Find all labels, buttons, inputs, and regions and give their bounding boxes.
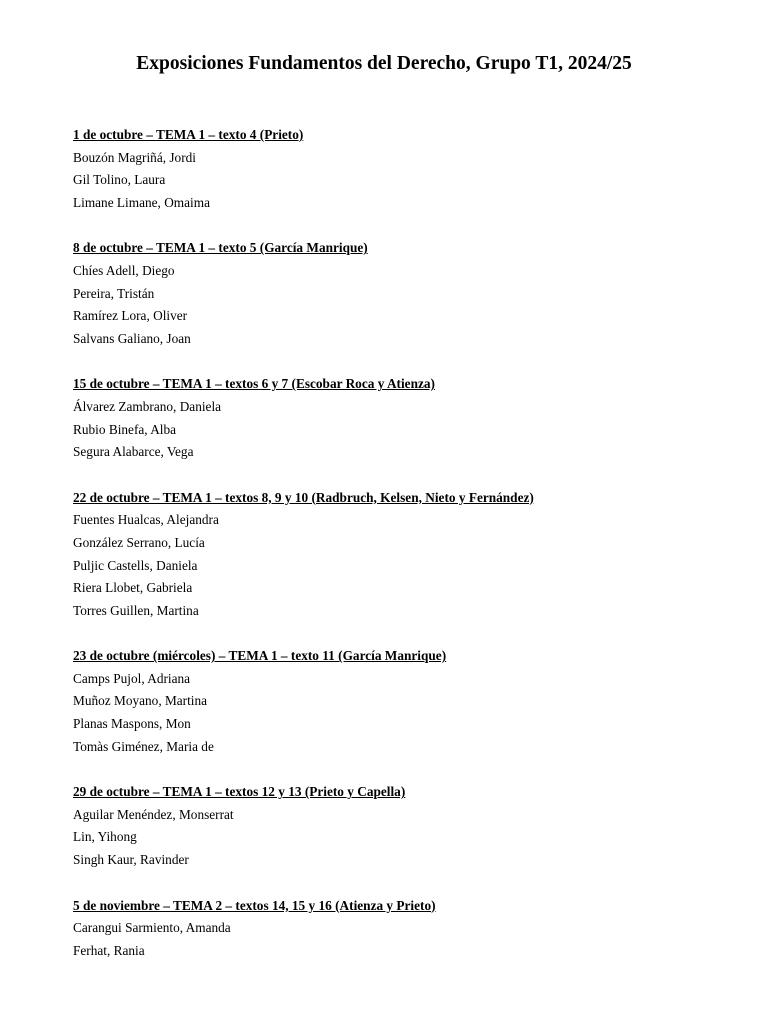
student-name: Álvarez Zambrano, Daniela	[73, 398, 222, 414]
student-name: Salvans Galiano, Joan	[73, 330, 191, 346]
session-block	[73, 645, 753, 758]
student-name: Gil Tolino, Laura	[73, 172, 166, 188]
session-block	[73, 487, 753, 623]
session-block	[73, 781, 753, 871]
student-name: Torres Guillen, Martina	[73, 602, 199, 618]
student-name: Limane Limane, Omaima	[73, 194, 210, 210]
session-heading: 23 de octubre (miércoles) – TEMA 1 – texto 11 (García Manrique)	[73, 648, 447, 664]
session-block	[73, 124, 753, 214]
session-block	[73, 237, 753, 350]
student-name: Ferhat, Rania	[73, 942, 145, 958]
student-name: Camps Pujol, Adriana	[73, 670, 191, 686]
student-name: Aguilar Menéndez, Monserrat	[73, 806, 234, 822]
student-name: Bouzón Magriñá, Jordi	[73, 149, 196, 165]
student-name: Lin, Yihong	[73, 829, 137, 845]
session-heading: 5 de noviembre – TEMA 2 – textos 14, 15 y 16 (Atienza y Prieto)	[73, 897, 436, 913]
session-heading: 15 de octubre – TEMA 1 – textos 6 y 7 (Escobar Roca y Atienza)	[73, 376, 435, 392]
student-name: Muñoz Moyano, Martina	[73, 693, 208, 709]
session-heading: 1 de octubre – TEMA 1 – texto 4 (Prieto)	[73, 127, 304, 142]
student-name: Ramírez Lora, Oliver	[73, 308, 188, 324]
student-name: González Serrano, Lucía	[73, 534, 205, 550]
session-heading: 22 de octubre – TEMA 1 – textos 8, 9 y 10 (Radbruch, Kelsen, Nieto y Fernández)	[73, 489, 534, 505]
student-name: Fuentes Hualcas, Alejandra	[73, 512, 219, 528]
student-name: Segura Alabarce, Vega	[73, 444, 194, 460]
student-name: Pereira, Tristán	[73, 285, 155, 301]
student-name: Rubio Binefa, Alba	[73, 421, 177, 437]
student-name: Carangui Sarmiento, Amanda	[73, 920, 231, 936]
student-name: Tomàs Giménez, Maria de	[73, 738, 214, 754]
student-name: Singh Kaur, Ravinder	[73, 852, 189, 868]
session-block	[73, 895, 753, 963]
student-name: Puljic Castells, Daniela	[73, 557, 198, 573]
student-name: Riera Llobet, Gabriela	[73, 580, 193, 596]
session-heading: 8 de octubre – TEMA 1 – texto 5 (García Manrique)	[73, 240, 368, 256]
page-title: Exposiciones Fundamentos del Derecho, Grupo T1, 2024/25	[136, 53, 632, 74]
student-name: Chíes Adell, Diego	[73, 262, 175, 278]
student-name: Planas Maspons, Mon	[73, 716, 191, 732]
session-block	[73, 373, 753, 463]
session-heading: 29 de octubre – TEMA 1 – textos 12 y 13 (Prieto y Capella)	[73, 784, 406, 800]
session-list	[73, 124, 753, 985]
